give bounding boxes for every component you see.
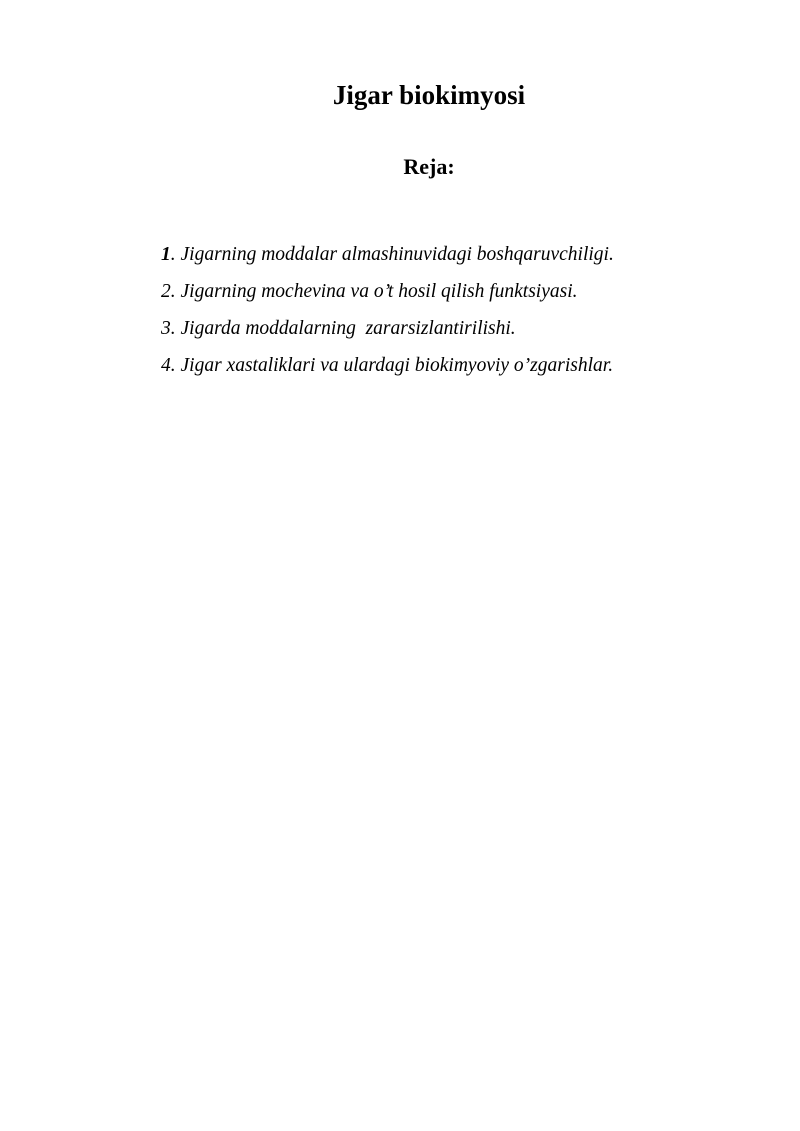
plan-item-1 [161,236,614,273]
plan-heading: Reja: [403,154,455,179]
plan-item-2 [161,273,614,310]
plan-item-4 [161,347,614,384]
plan-item-text: Jigarda moddalarning zararsizlantirilishi. [175,318,516,339]
plan-item-number: 4. [161,355,176,376]
plan-item-text: . Jigarning moddalar almashinuvidagi boshqaruvchiligi. [170,244,614,265]
plan-item-number: 3. [161,318,176,339]
plan-list [161,236,614,384]
plan-item-number: 1 [161,244,171,265]
plan-item-number: 2. [161,281,176,302]
plan-item-3 [161,310,614,347]
plan-item-text: Jigarning mochevina va o’t hosil qilish funktsiyasi. [175,281,578,302]
document-title: Jigar biokimyosi [332,80,526,110]
plan-item-text: Jigar xastaliklari va ulardagi biokimyoviy o’zgarishlar. [175,355,614,376]
